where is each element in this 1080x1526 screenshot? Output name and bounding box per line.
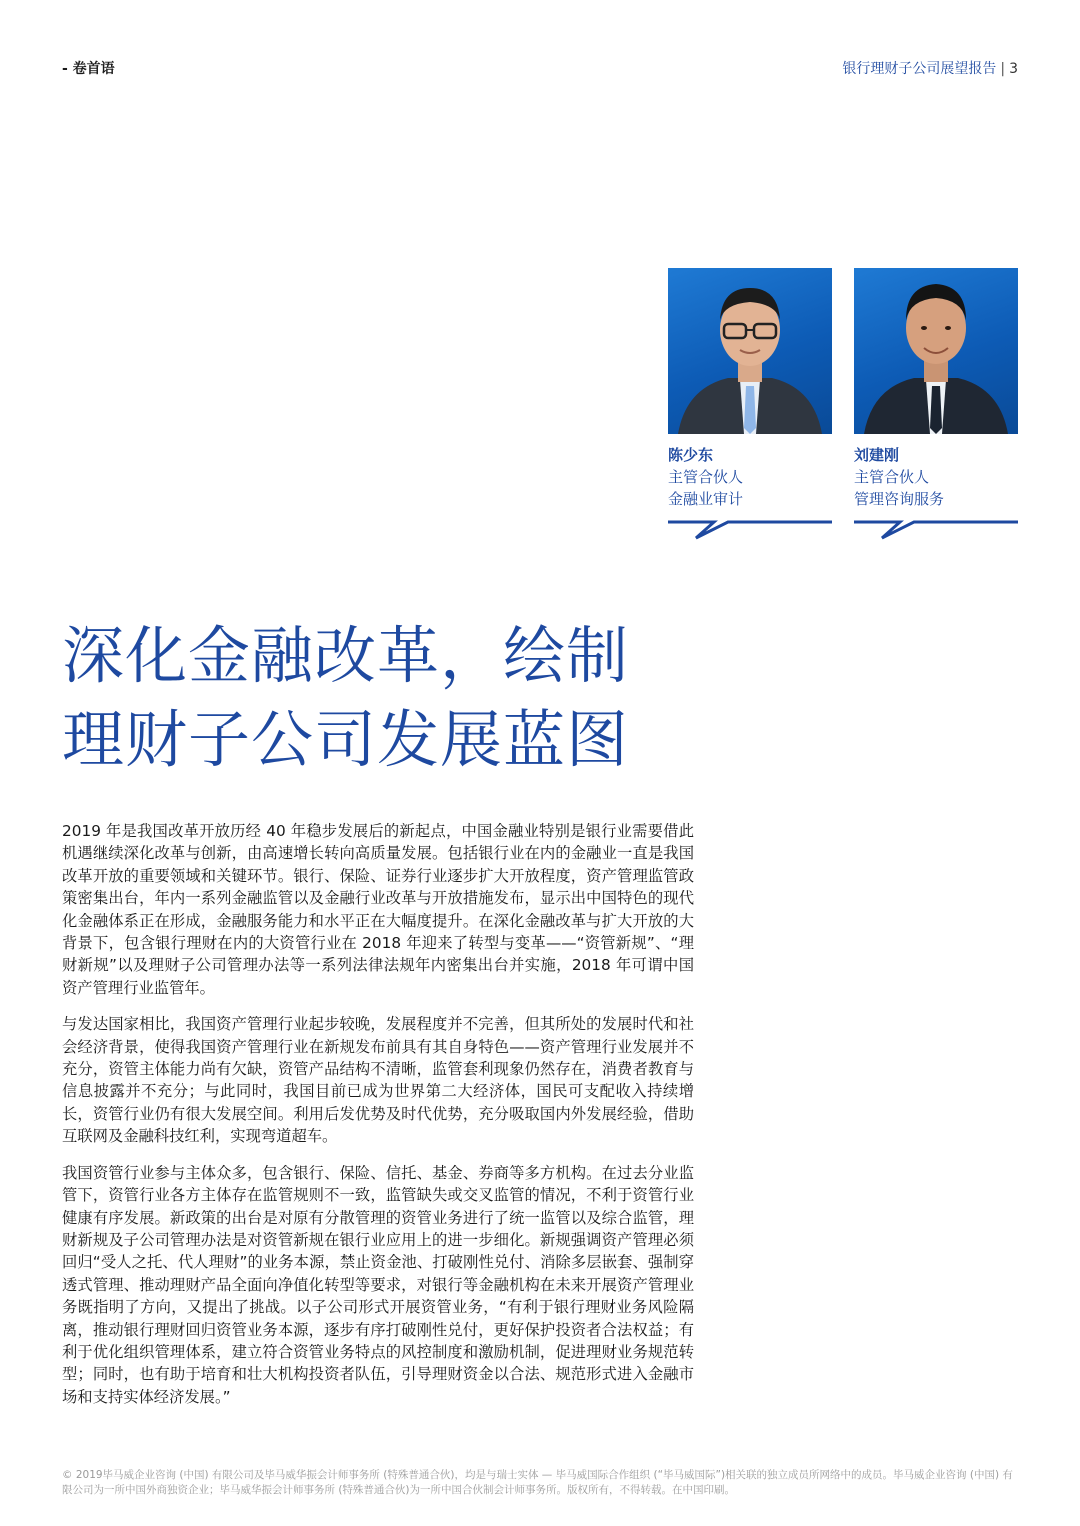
body-paragraph-2: 与发达国家相比，我国资产管理行业起步较晚，发展程度并不完善，但其所处的发展时代和社会经济背景，使得我国资产管理行业在新规发布前具有其自身特色——资产管理行业发展并不充分，资管主体能力尚有欠缺，资管产品结构不清晰，监管套利现象仍然存在，消费者教育与信息披露并不充分；与此同时，我国目前已成为世界第二大经济体，国民可支配收入持续增长，资管行业仍有很大发展空间。利用后发优势及时代优势，充分吸取国内外发展经验，借助互联网及金融科技红利，实现弯道超车。 — [62, 1015, 694, 1146]
body-paragraph-1: 2019 年是我国改革开放历经 40 年稳步发展后的新起点，中国金融业特别是银行业需要借此机遇继续深化改革与创新，由高速增长转向高质量发展。包括银行业在内的金融业一直是我国改革开放的重要领域和关键环节。银行、保险、证券行业逐步扩大开放程度，资产管理监管政策密集出台，年内一系列金融监管以及金融行业改革与开放措施发布，显示出中国特色的现代化金融体系正在形成，金融服务能力和水平正在大幅度提升。在深化金融改革与扩大开放的大背景下，包含银行理财在内的大资管行业在 2018 年迎来了转型与变革——“资管新规”、“理财新规”以及理财子公司管理办法等一系列法律法规年内密集出台并实施，2018 年可谓中国资产管理行业监管年。 — [62, 822, 694, 997]
partner-title-1: 主管合伙人 — [668, 468, 744, 486]
callout-underline-1 — [668, 516, 832, 542]
partner-department-1: 金融业审计 — [668, 490, 744, 508]
partner-name-1: 陈少东 — [668, 446, 714, 464]
header-separator: | — [1000, 61, 1006, 77]
section-label: - 卷首语 — [62, 61, 115, 77]
page-title-line-2: 理财子公司发展蓝图 — [62, 703, 630, 776]
page-title-line-1: 深化金融改革，绘制 — [62, 619, 630, 692]
page-number: 3 — [1009, 61, 1018, 77]
partner-card-1 — [668, 268, 832, 542]
callout-underline-2 — [854, 516, 1018, 542]
copyright-footer: © 2019毕马威企业咨询 (中国) 有限公司及毕马威华振会计师事务所 (特殊普通合伙)，均是与瑞士实体 — 毕马威国际合作组织 (“毕马威国际”)相关联的独立成员所网络中的成员。毕马威企业咨询 (中国) 有限公司为一所中国外商独资企业；毕马威华振会计师事务所 (特殊普通合伙)为一所中国合伙制会计师事务所。版权所有，不得转载。在中国印刷。 — [62, 1469, 1013, 1496]
partner-title-2: 主管合伙人 — [854, 468, 930, 486]
running-header — [842, 58, 1018, 78]
partner-name-2: 刘建刚 — [854, 446, 900, 464]
partner-card-2 — [854, 268, 1018, 542]
partner-department-2: 管理咨询服务 — [854, 490, 945, 508]
body-paragraph-3: 我国资管行业参与主体众多，包含银行、保险、信托、基金、券商等多方机构。在过去分业监管下，资管行业各方主体存在监管规则不一致，监管缺失或交叉监管的情况，不利于资管行业健康有序发展。新政策的出台是对原有分散管理的资管业务进行了统一监管以及综合监管，理财新规及子公司管理办法是对资管新规在银行业应用上的进一步细化。新规强调资产管理必须回归“受人之托、代人理财”的业务本源，禁止资金池、打破刚性兑付、消除多层嵌套、强制穿透式管理、推动理财产品全面向净值化转型等要求，对银行等金融机构在未来开展资产管理业务既指明了方向，又提出了挑战。以子公司形式开展资管业务，“有利于银行理财业务风险隔离，推动银行理财回归资管业务本源，逐步有序打破刚性兑付，更好保护投资者合法权益；有利于优化组织管理体系，建立符合资管业务特点的风控制度和激励机制，促进理财业务规范转型；同时，也有助于培育和壮大机构投资者队伍，引导理财资金以合法、规范形式进入金融市场和支持实体经济发展。” — [62, 1163, 694, 1406]
article-body — [62, 820, 694, 1422]
portrait-illustration-2 — [854, 268, 1018, 434]
report-title: 银行理财子公司展望报告 — [842, 61, 997, 77]
partner-photo-2 — [854, 268, 1018, 434]
partner-photo-1 — [668, 268, 832, 434]
page-title — [62, 614, 702, 782]
portrait-illustration-1 — [668, 268, 832, 434]
